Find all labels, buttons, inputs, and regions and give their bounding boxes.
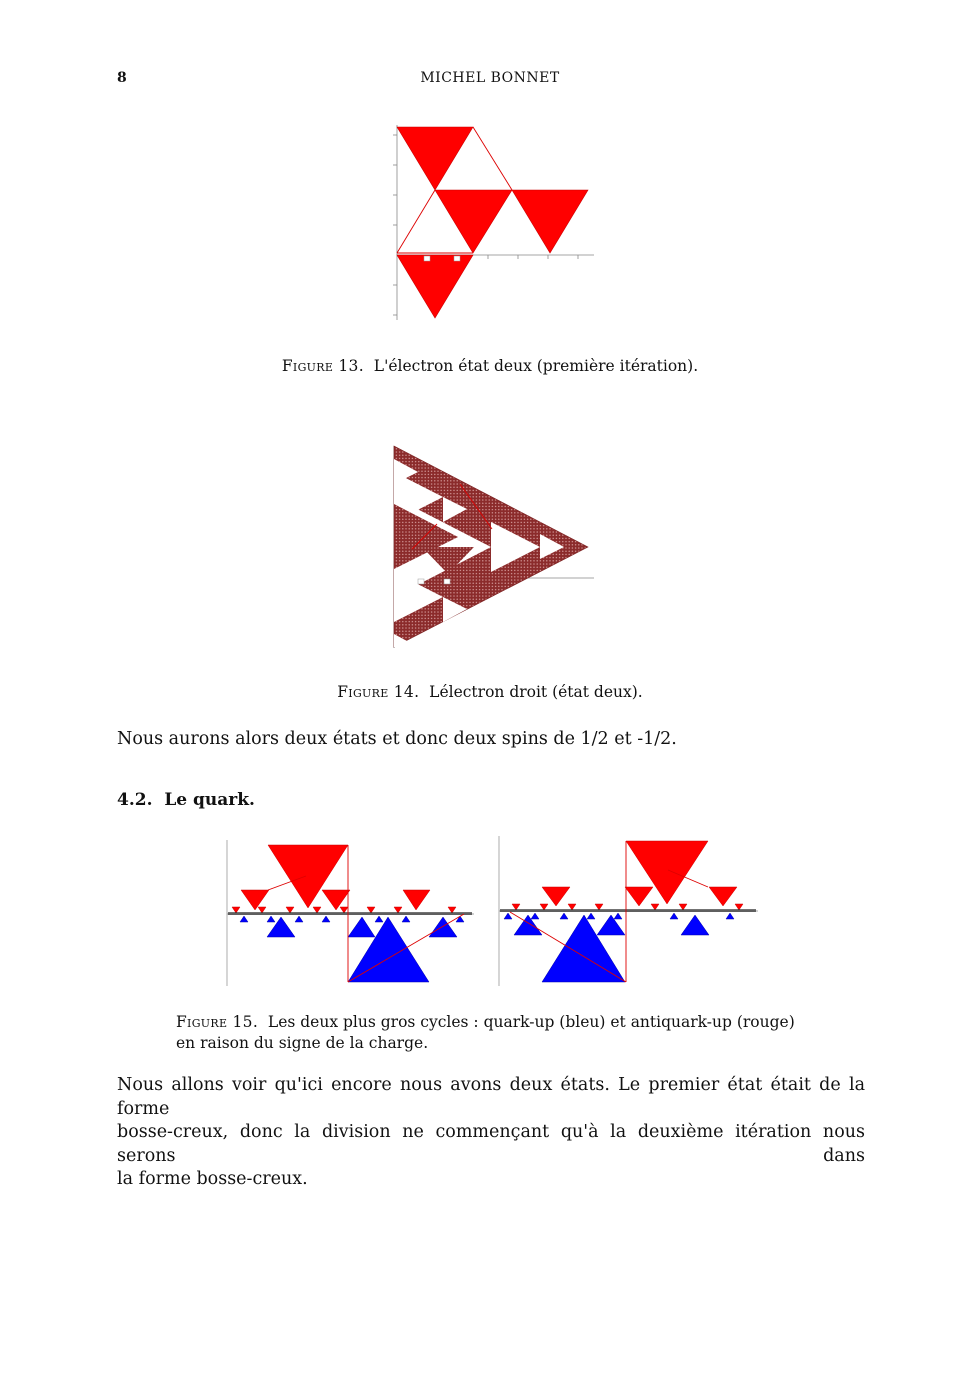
figure-15-label: Figure 15. — [176, 1013, 259, 1031]
section-title: Le quark. — [164, 790, 255, 810]
section-heading — [117, 790, 255, 810]
figure-14-label: Figure 14. — [337, 683, 420, 701]
figure-15-caption — [176, 1012, 816, 1054]
paragraph-2-line-2: bosse-creux, donc la division ne commençant qu'à la deuxième itération nous serons dans — [117, 1122, 865, 1166]
running-head-author: MICHEL BONNET — [420, 70, 560, 86]
figure-13-label: Figure 13. — [281, 357, 364, 375]
figure-13-caption — [0, 356, 980, 377]
figure-13-caption-text: L'électron état deux (première itération). — [373, 357, 699, 375]
fig13-triangle-right — [512, 190, 588, 253]
paragraph-2-line-1: Nous allons voir qu'ici encore nous avons deux états. Le premier état était de la forme — [117, 1075, 865, 1119]
fig13-triangle-middle — [435, 190, 512, 253]
figure-14-caption — [0, 682, 980, 703]
fig15-right-red-triangles — [512, 841, 743, 910]
fig15-left-blue-triangles — [240, 916, 464, 982]
fig15-left-red-triangles — [232, 845, 456, 913]
figure-15-caption-line1: Les deux plus gros cycles : quark-up (bleu) et antiquark-up (rouge) — [267, 1013, 795, 1031]
figure-15-right-plot — [488, 832, 760, 990]
figure-14-caption-text: Lélectron droit (état deux). — [429, 683, 643, 701]
figure-14-plot — [382, 444, 597, 650]
fig15-right-blue-triangles — [504, 913, 734, 982]
paragraph-1: Nous aurons alors deux états et donc deux spins de 1/2 et -1/2. — [117, 729, 677, 749]
page-number: 8 — [117, 70, 127, 86]
figure-15-caption-line2: en raison du signe de la charge. — [176, 1034, 429, 1052]
fig13-triangle-bottom — [397, 255, 473, 318]
figure-15-left-plot — [216, 836, 476, 990]
paragraph-2 — [117, 1074, 865, 1192]
paragraph-2-line-3: la forme bosse-creux. — [117, 1169, 308, 1189]
fig13-triangle-top — [397, 127, 473, 190]
figure-13-plot — [384, 120, 599, 325]
section-number: 4.2. — [117, 790, 153, 810]
